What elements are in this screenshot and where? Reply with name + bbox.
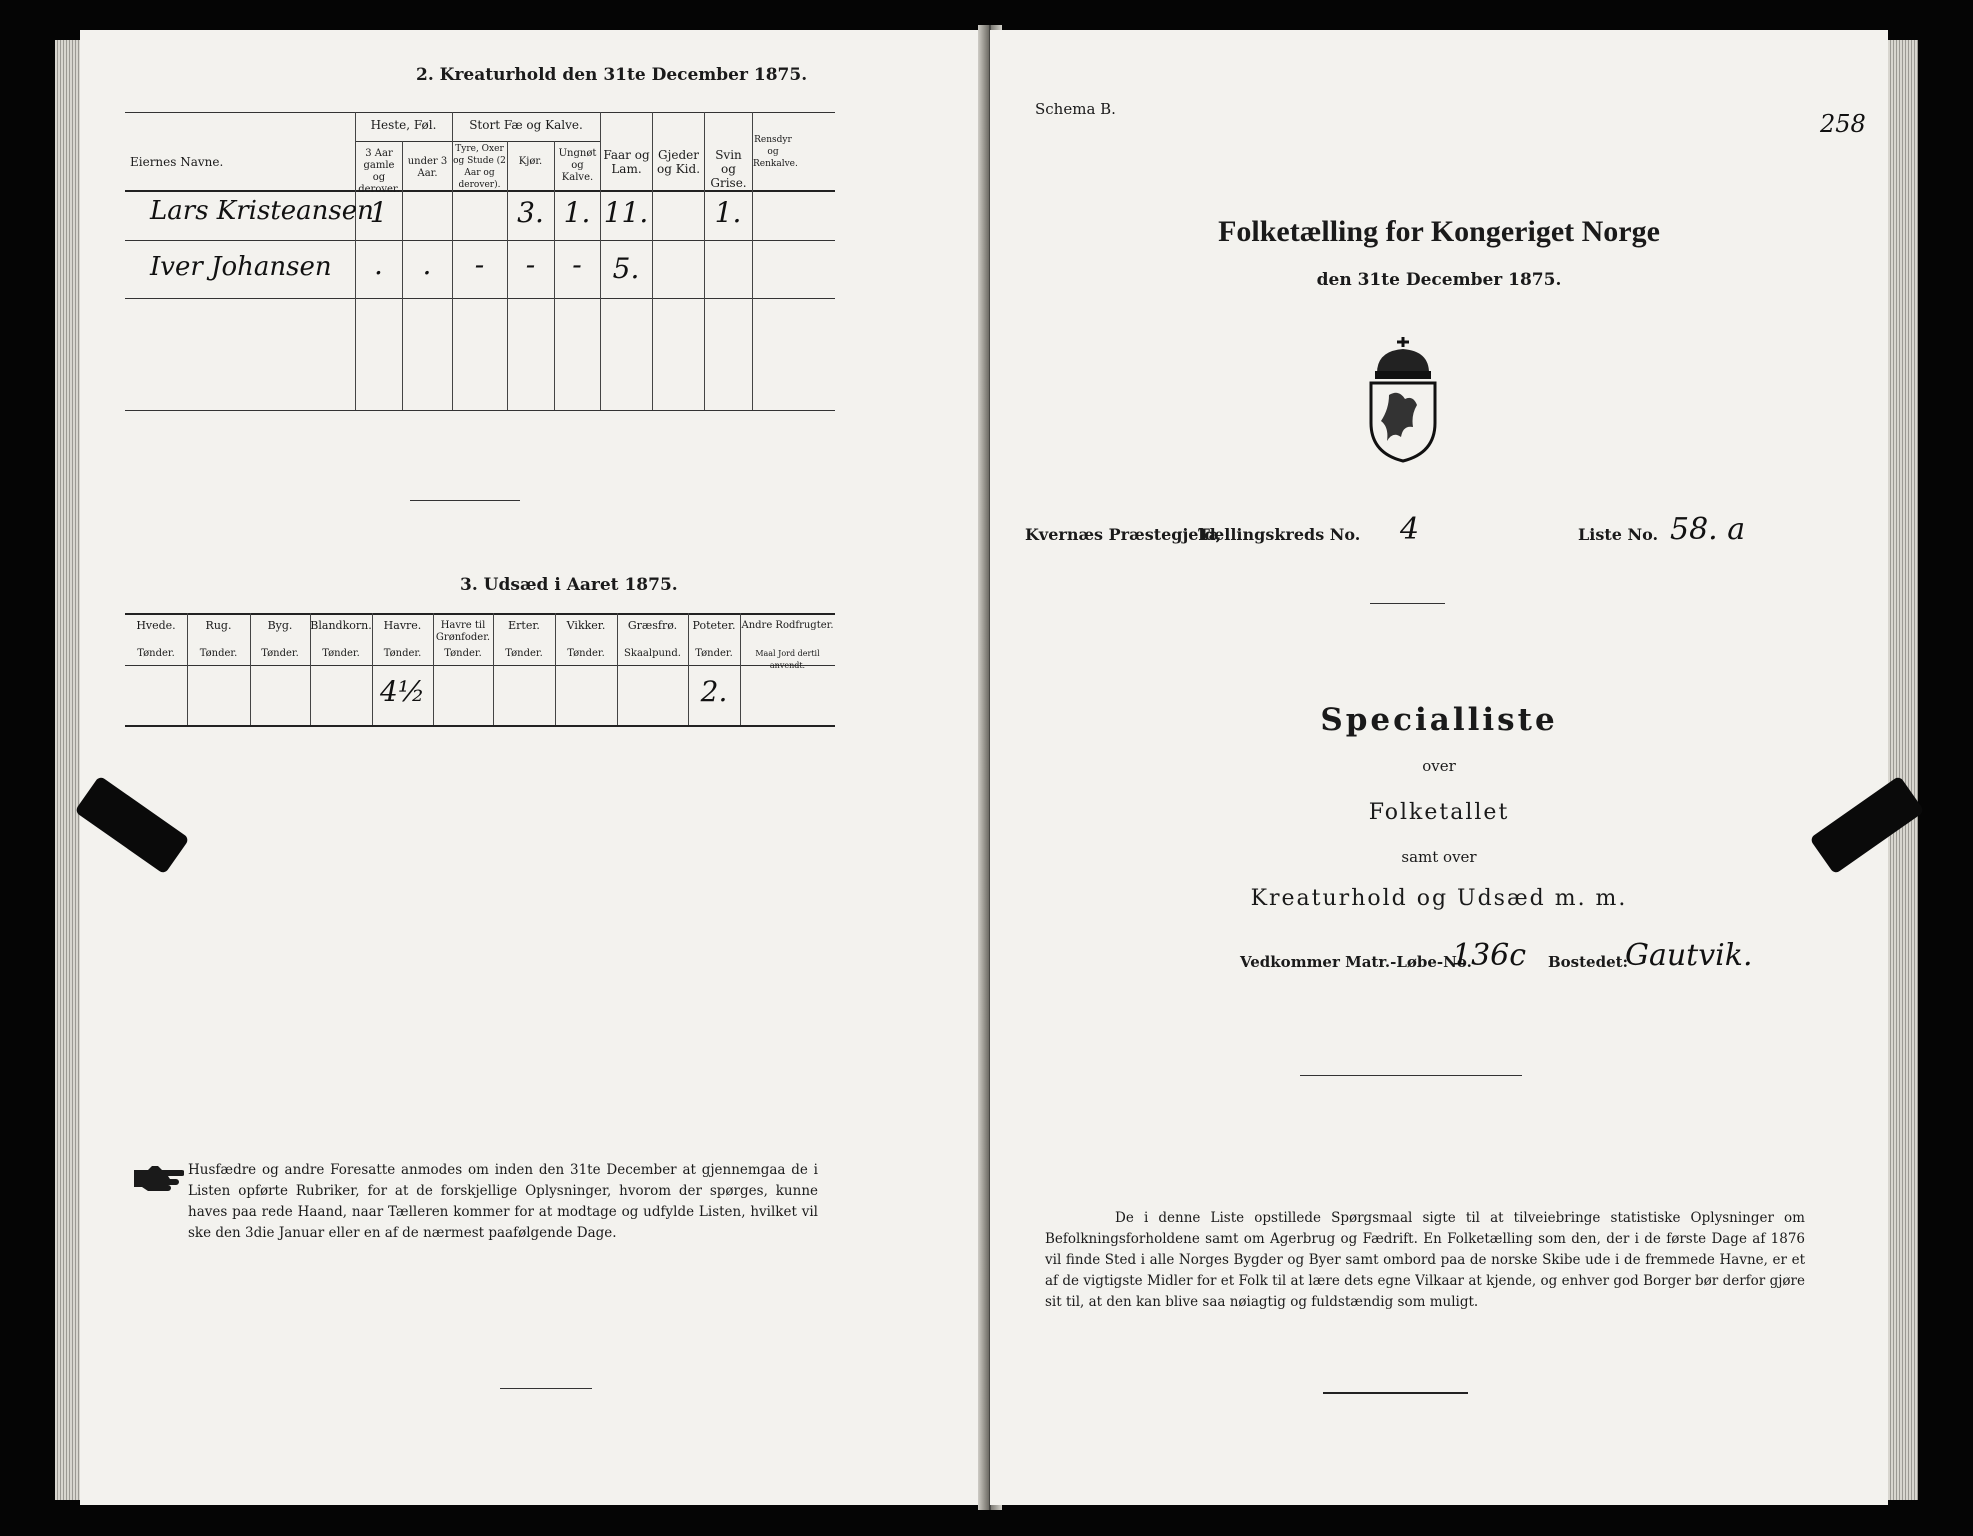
udsaed-col-label: Havre. xyxy=(383,619,422,632)
row1-pigs: 1. xyxy=(714,196,742,229)
udsaed-col-unit: Tønder. xyxy=(695,648,733,659)
bosted-label: Bostedet: xyxy=(1548,953,1629,971)
sub-bulls: Tyre, Oxer og Stude (2 Aar og derover). xyxy=(453,144,506,190)
bosted-value: Gautvik. xyxy=(1625,938,1753,973)
row2-name: Iver Johansen xyxy=(150,252,332,282)
page-number: 258 xyxy=(1820,110,1866,138)
coat-of-arms-icon xyxy=(1363,335,1443,465)
udsaed-col-unit: Tønder. xyxy=(322,648,360,659)
udsaed-value: 2. xyxy=(700,675,728,708)
udsaed-col-label: Hvede. xyxy=(136,619,176,632)
rule xyxy=(355,141,600,142)
col-owner-header: Eiernes Navne. xyxy=(130,155,224,169)
right-page xyxy=(990,30,1888,1505)
row1-name: Lars Kristeansen xyxy=(150,196,374,226)
kreaturhold-text: Kreaturhold og Udsæd m. m. xyxy=(1250,886,1628,911)
matr-label: Vedkommer Matr.-Løbe-No. xyxy=(1240,953,1472,971)
udsaed-col-unit: Skaalpund. xyxy=(624,648,681,659)
row2-cows: - xyxy=(525,248,536,281)
udsaed-col-label: Græsfrø. xyxy=(627,619,678,632)
udsaed-col-unit: Tønder. xyxy=(199,648,238,659)
section3-title: 3. Udsæd i Aaret 1875. xyxy=(460,575,678,595)
udsaed-col-label: Vikker. xyxy=(566,619,606,632)
title-date: den 31te December 1875. xyxy=(1316,270,1562,290)
over-text-1: over xyxy=(1422,757,1456,775)
pointing-hand-icon xyxy=(132,1162,184,1192)
udsaed-col-unit: Tønder. xyxy=(137,648,175,659)
sub-horses-old: 3 Aar gamle og derover. xyxy=(358,148,400,195)
notice-text: Husfædre og andre Foresatte anmodes om inden den 31te December at gjennemgaa de i Listen opførte Rubriker, for at de forskjellige Oplysninger, hvorom der spørges, kunne haves paa rede Haand, naar Tælleren kommer for at modtage og udfylde Listen, hvilket vil ske den 3die Januar eller en af de nærmest paafølgende Dage. xyxy=(188,1162,818,1241)
left-page xyxy=(80,30,990,1505)
specialliste-heading: Specialliste xyxy=(1320,702,1558,738)
udsaed-col-label: Rug. xyxy=(205,619,232,632)
rule xyxy=(125,112,835,113)
right-page-edges xyxy=(1888,40,1918,1500)
udsaed-col-unit: Maal Jord dertil anvendt. xyxy=(755,649,820,670)
separator xyxy=(500,1388,592,1389)
col-reindeer: Rensdyr og Renkalve. xyxy=(753,135,798,169)
district-value: 4 xyxy=(1400,512,1420,547)
section2-title: 2. Kreaturhold den 31te December 1875. xyxy=(416,65,808,85)
udsaed-col-unit: Tønder. xyxy=(505,648,543,659)
row2-horses-old: . xyxy=(374,248,383,281)
row2-horses-young: . xyxy=(422,248,432,281)
row2-sheep: 5. xyxy=(612,252,640,285)
row1-cows: 3. xyxy=(517,196,544,229)
sub-young-cattle: Ungnøt og Kalve. xyxy=(558,148,597,183)
col-pigs: Svin og Grise. xyxy=(710,148,747,190)
sub-cows: Kjør. xyxy=(518,156,543,167)
col-rule xyxy=(652,112,653,410)
udsaed-col-label: Byg. xyxy=(267,619,293,632)
rule xyxy=(125,613,835,615)
row2-young-cattle: - xyxy=(572,248,582,281)
rule xyxy=(125,298,835,299)
udsaed-col-unit: Tønder. xyxy=(261,648,299,659)
row2-bulls: - xyxy=(474,248,485,281)
udsaed-col-unit: Tønder. xyxy=(444,648,482,659)
folketallet-text: Folketallet xyxy=(1368,800,1510,825)
explanation-paragraph: De i denne Liste opstillede Spørgsmaal sigte til at tilveiebringe statistiske Oplysninger om Befolkningsforholdene samt om Agerbrug og Fædrift. En Folketælling som den, der i de første Dage af 1876 vil finde Sted i alle Norges Bygder og Byer samt ombord paa de norske Skibe ude i de fremmede Havne, er et af de vigtigste Midler for et Folk til at lære dets egne Vilkaar at kjende, og enhver god Borger bør derfor gjøre sit til, at den kan blive saa nøiagtig og fuldstændig som muligt. xyxy=(1045,1210,1805,1310)
sub-horses-young: under 3 Aar. xyxy=(407,156,448,179)
parish-label: Kvernæs Præstegjeld, xyxy=(1025,525,1222,544)
schema-label: Schema B. xyxy=(1035,100,1116,118)
col-sheep: Faar og Lam. xyxy=(603,148,650,176)
group-cattle-header: Stort Fæ og Kalve. xyxy=(469,118,583,132)
separator xyxy=(410,500,520,501)
row1-sheep: 11. xyxy=(603,196,649,229)
separator xyxy=(1323,1392,1468,1394)
udsaed-col-label: Blandkorn. xyxy=(310,619,372,632)
matr-value: 136c xyxy=(1452,938,1527,973)
rule xyxy=(125,725,835,727)
row1-young-cattle: 1. xyxy=(563,196,591,229)
udsaed-col-label: Poteter. xyxy=(692,619,736,632)
rule xyxy=(125,240,835,241)
separator xyxy=(1300,1075,1522,1076)
samt-over-text: samt over xyxy=(1401,848,1477,866)
rule xyxy=(125,410,835,411)
udsaed-value: 4½ xyxy=(380,675,425,708)
list-label: Liste No. xyxy=(1578,525,1659,544)
col-goats: Gjeder og Kid. xyxy=(656,148,701,176)
row1-horses-old: 1 xyxy=(369,196,388,229)
main-title: Folketælling for Kongeriget Norge xyxy=(1218,215,1660,248)
udsaed-col-unit: Tønder. xyxy=(567,648,605,659)
separator xyxy=(1370,603,1445,604)
group-horses-header: Heste, Føl. xyxy=(370,118,437,132)
udsaed-col-label: Andre Rodfrugter. xyxy=(741,620,834,631)
district-label: Tællingskreds No. xyxy=(1198,525,1361,544)
udsaed-col-label: Erter. xyxy=(508,619,540,632)
udsaed-col-label: Havre til Grønfoder. xyxy=(435,620,491,643)
rule xyxy=(125,665,835,666)
left-page-edges xyxy=(55,40,80,1500)
udsaed-col-unit: Tønder. xyxy=(383,648,422,659)
col-rule xyxy=(704,112,705,410)
list-value: 58. a xyxy=(1670,512,1746,547)
